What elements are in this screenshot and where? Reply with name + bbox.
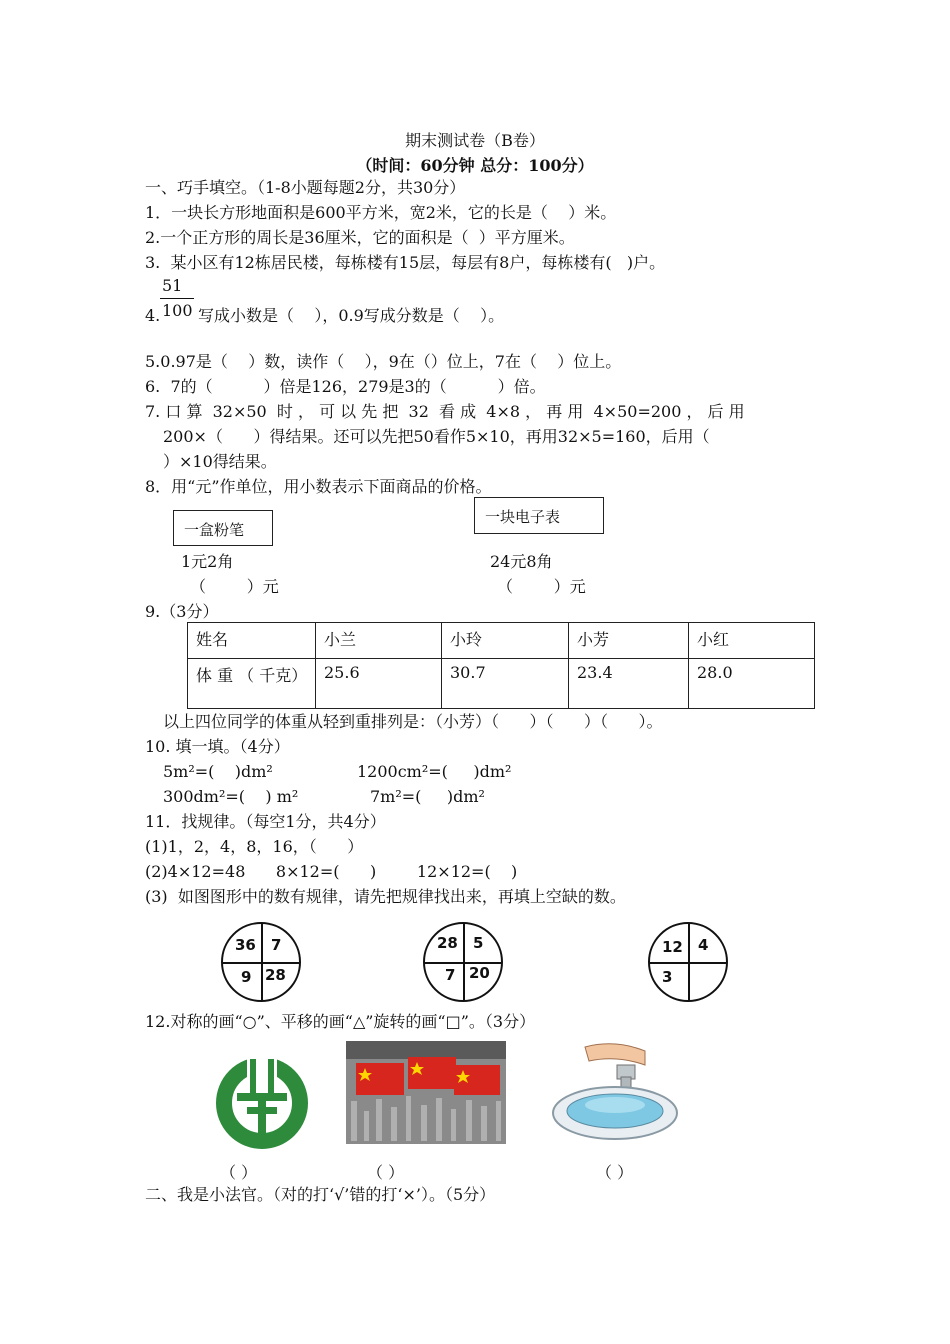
table-header-cell: 小芳 [569,623,689,659]
number-circle-1 [221,922,301,1002]
circle-number: 5 [473,934,484,952]
fraction-bar [160,298,194,299]
answer-blank-1[interactable]: （ ） [220,1163,258,1182]
item-box-watch: 一块电子表 [474,497,604,534]
question-10-item-2: 1200cm²=( )dm² [357,762,512,781]
item-answer-chalk: （ ）元 [190,577,279,596]
table-header-cell: 姓名 [188,623,316,659]
number-circle-3 [648,922,728,1002]
question-4: 写成小数是（ ），0.9写成分数是（ ）。 [198,306,505,325]
table-cell: 28.0 [689,659,815,709]
table-row-label: 体 重 （ 千克） [188,659,316,709]
table-header-cell: 小红 [689,623,815,659]
fraction-denominator: 100 [162,301,193,320]
question-10: 10. 填一填。（4分） [145,737,290,756]
question-11-part-2: (2)4×12=48 8×12=( ) 12×12=( ) [145,862,518,881]
question-11-part-3: (3) 如图图形中的数有规律，请先把规律找出来，再填上空缺的数。 [145,887,626,906]
circle-number: 7 [271,936,282,954]
circle-number: 28 [437,934,458,952]
question-6: 6. 7的（ ）倍是126，279是3的（ ）倍。 [145,377,546,396]
question-10-item-4: 7m²=( )dm² [370,787,485,806]
item-price-watch: 24元8角 [490,552,553,571]
question-7-line-2: 200×（ ）得结果。还可以先把50看作5×10，再用32×5=160，后用（ [163,427,710,446]
circle-number: 12 [662,938,683,956]
question-12: 12.对称的画“○”、平移的画“△”旋转的画“□”。（3分） [145,1012,536,1031]
question-9: 9.（3分） [145,602,219,621]
question-10-item-1: 5m²=( )dm² [163,762,273,781]
page-title: 期末测试卷（B卷） [405,131,545,150]
table-row [188,659,815,709]
table-header-cell: 小玲 [442,623,569,659]
bank-logo-icon [207,1055,317,1151]
question-1: 1．一块长方形地面积是600平方米，宽2米，它的长是（ ）米。 [145,203,617,222]
section-2-heading: 二、我是小法官。（对的打‘√’错的打‘×’）。（5分） [145,1185,496,1204]
flags-image-icon [346,1041,506,1144]
question-8: 8．用“元”作单位，用小数表示下面商品的价格。 [145,477,492,496]
answer-blank-3[interactable]: （ ） [596,1163,634,1182]
circle-number: 36 [235,936,256,954]
circle-number: 28 [265,966,286,984]
table-cell: 23.4 [569,659,689,709]
table-cell: 25.6 [316,659,442,709]
circle-number: 4 [698,936,709,954]
table-header-cell: 小兰 [316,623,442,659]
faucet-sink-image-icon [545,1039,683,1145]
question-3: 3. 某小区有12栋居民楼，每栋楼有15层，每层有8户，每栋楼有( )户。 [145,253,666,272]
question-11-part-1: (1)1，2，4，8，16，（ ） [145,837,364,856]
question-11: 11．找规律。（每空1分，共4分） [145,812,386,831]
circle-number: 7 [445,966,456,984]
question-4-prefix: 4. [145,306,161,325]
fraction-numerator: 51 [162,276,183,295]
table-cell: 30.7 [442,659,569,709]
circle-number: 20 [469,964,490,982]
question-9-order: 以上四位同学的体重从轻到重排列是：（小芳）（ ）（ ）（ ）。 [163,712,663,731]
question-10-item-3: 300dm²=( ) m² [163,787,299,806]
item-answer-watch: （ ）元 [497,577,586,596]
answer-blank-2[interactable]: （ ） [367,1163,405,1182]
item-box-chalk: 一盒粉笔 [173,510,273,546]
section-1-heading: 一、巧手填空。（1-8小题每题2分，共30分） [145,178,466,197]
number-circle-2 [423,922,503,1002]
page-subtitle: （时间：60分钟 总分：100分） [356,156,594,175]
question-2: 2.一个正方形的周长是36厘米，它的面积是（ ）平方厘米。 [145,228,575,247]
question-5: 5.0.97是（ ）数，读作（ ），9在（）位上，7在（ ）位上。 [145,352,622,371]
question-7-line-1: 7. 口 算 32×50 时 ， 可 以 先 把 32 看 成 4×8 ， 再 用 4×50=200 ， 后 用 [145,402,745,421]
circle-number: 3 [662,968,673,986]
circle-number: 9 [241,968,252,986]
question-7-line-3: ）×10得结果。 [163,452,277,471]
table-header-row [188,623,815,659]
weight-table [187,622,815,709]
item-price-chalk: 1元2角 [181,552,234,571]
